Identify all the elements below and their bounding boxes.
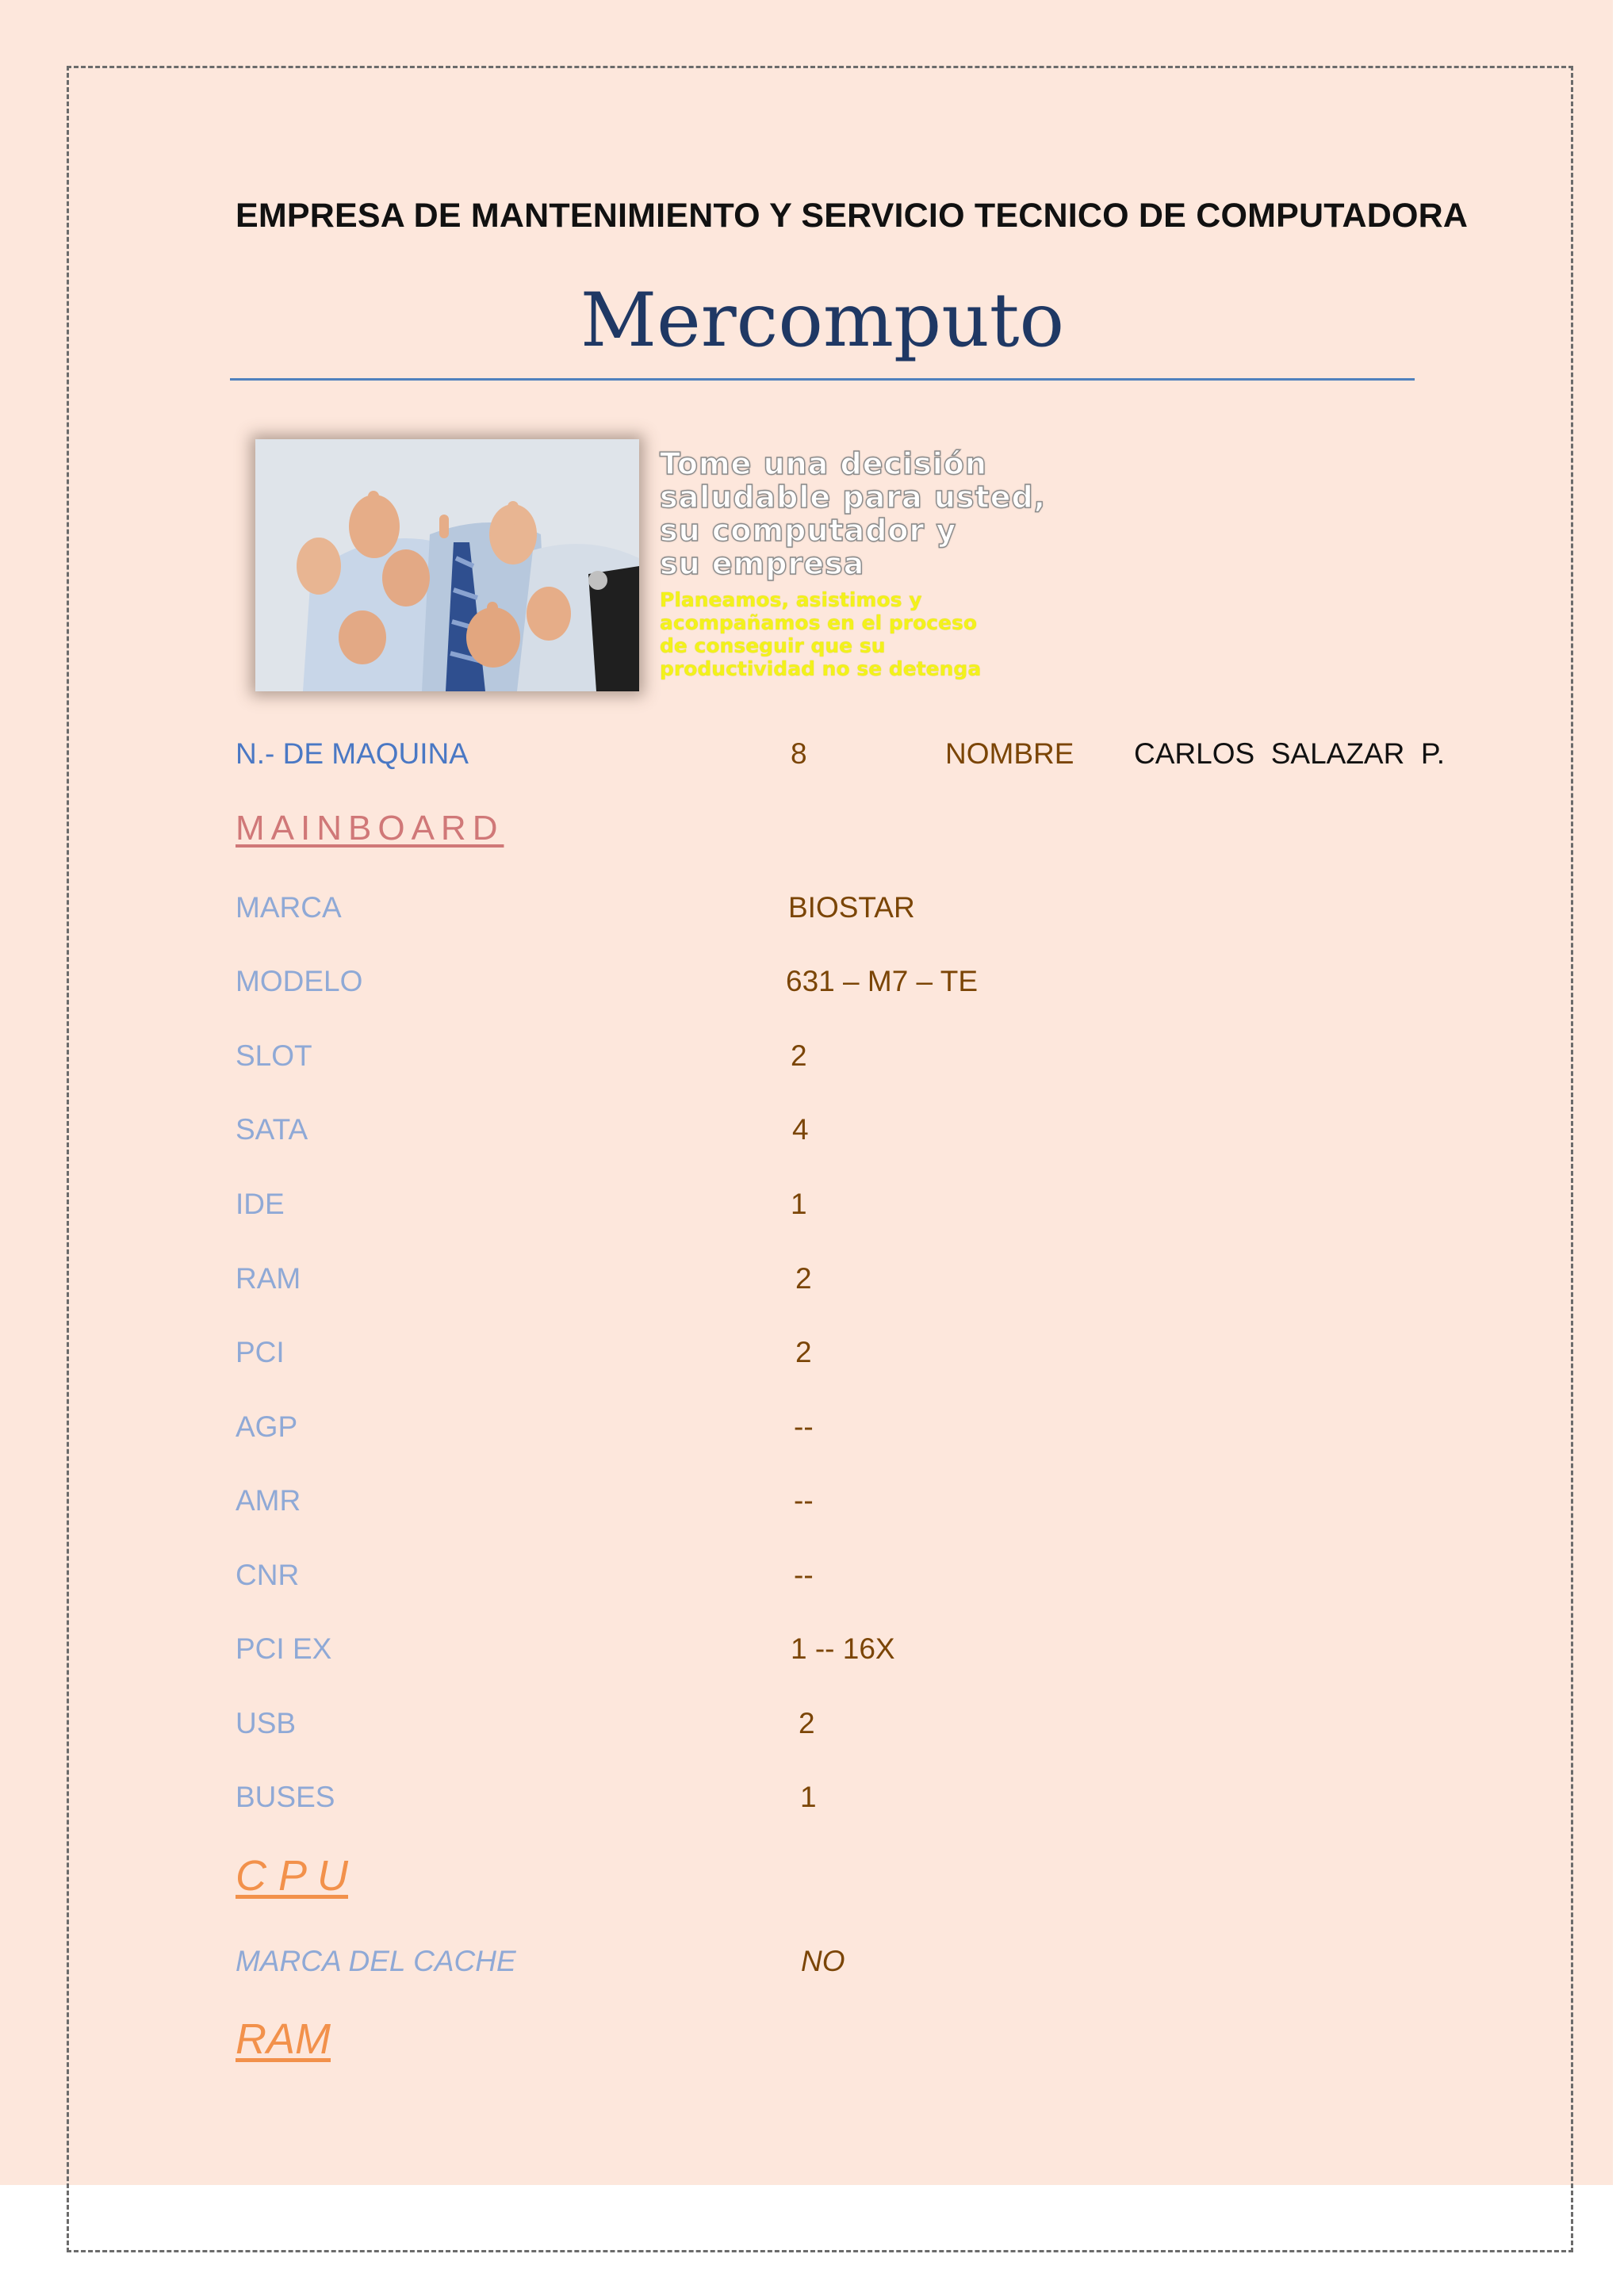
subslogan-line: Planeamos, asistimos y	[660, 588, 922, 611]
banner-slogan	[660, 447, 1046, 580]
company-heading: EMPRESA DE MANTENIMIENTO Y SERVICIO TECNICO DE COMPUTADORA	[236, 197, 1469, 235]
slogan-line: saludable para usted,	[660, 480, 1047, 515]
field-value: 1	[800, 1781, 817, 1813]
field-label: AGP	[236, 1410, 298, 1443]
machine-number-label: N.- DE MAQUINA	[236, 737, 469, 770]
field-label: PCI	[236, 1336, 285, 1368]
slogan-line: Tome una decisión	[660, 446, 987, 481]
cache-brand-label: MARCA DEL CACHE	[236, 1945, 516, 1977]
subslogan-line: productividad no se detenga	[660, 657, 982, 680]
field-value: --	[794, 1559, 814, 1591]
field-value: 2	[795, 1262, 812, 1295]
field-label: IDE	[236, 1188, 285, 1220]
field-value: --	[794, 1410, 814, 1443]
cpu-section-title: C P U	[236, 1852, 349, 1900]
field-value: 2	[795, 1336, 812, 1368]
field-value: 631 – M7 – TE	[786, 965, 979, 997]
field-label: RAM	[236, 1262, 301, 1295]
subslogan-line: acompañamos en el proceso	[660, 611, 978, 634]
brand-title: Mercomputo	[580, 277, 1065, 364]
field-value: 1 -- 16X	[791, 1632, 895, 1665]
field-value: BIOSTAR	[788, 891, 915, 924]
field-value: 2	[799, 1707, 815, 1739]
field-value: --	[794, 1484, 814, 1517]
promo-banner	[247, 430, 1104, 699]
banner-subslogan	[660, 588, 981, 680]
field-value: 1	[791, 1188, 807, 1220]
field-label: USB	[236, 1707, 297, 1739]
field-value: 4	[792, 1113, 809, 1146]
thumbs-up-illustration	[255, 439, 639, 691]
slogan-line: su empresa	[660, 546, 865, 581]
field-label: MARCA	[236, 891, 342, 924]
field-label: BUSES	[236, 1781, 335, 1813]
field-label: SATA	[236, 1113, 308, 1146]
field-label: MODELO	[236, 965, 363, 997]
subslogan-line: de conseguir que su	[660, 634, 886, 657]
machine-number-value: 8	[791, 737, 807, 770]
slogan-line: su computador y	[660, 513, 957, 548]
cache-brand-value: NO	[801, 1945, 845, 1977]
field-label: PCI EX	[236, 1632, 332, 1665]
title-divider	[230, 378, 1415, 381]
field-value: 2	[791, 1039, 807, 1072]
field-label: CNR	[236, 1559, 300, 1591]
owner-name-value: CARLOS SALAZAR P.	[1134, 737, 1446, 770]
owner-name-label: NOMBRE	[945, 737, 1074, 770]
field-label: AMR	[236, 1484, 301, 1517]
field-label: SLOT	[236, 1039, 312, 1072]
ram-section-title: RAM	[236, 2015, 331, 2063]
page-border	[67, 66, 1573, 2252]
thumbs-up-team-photo	[255, 439, 639, 691]
mainboard-section-title: MAINBOARD	[236, 809, 504, 848]
